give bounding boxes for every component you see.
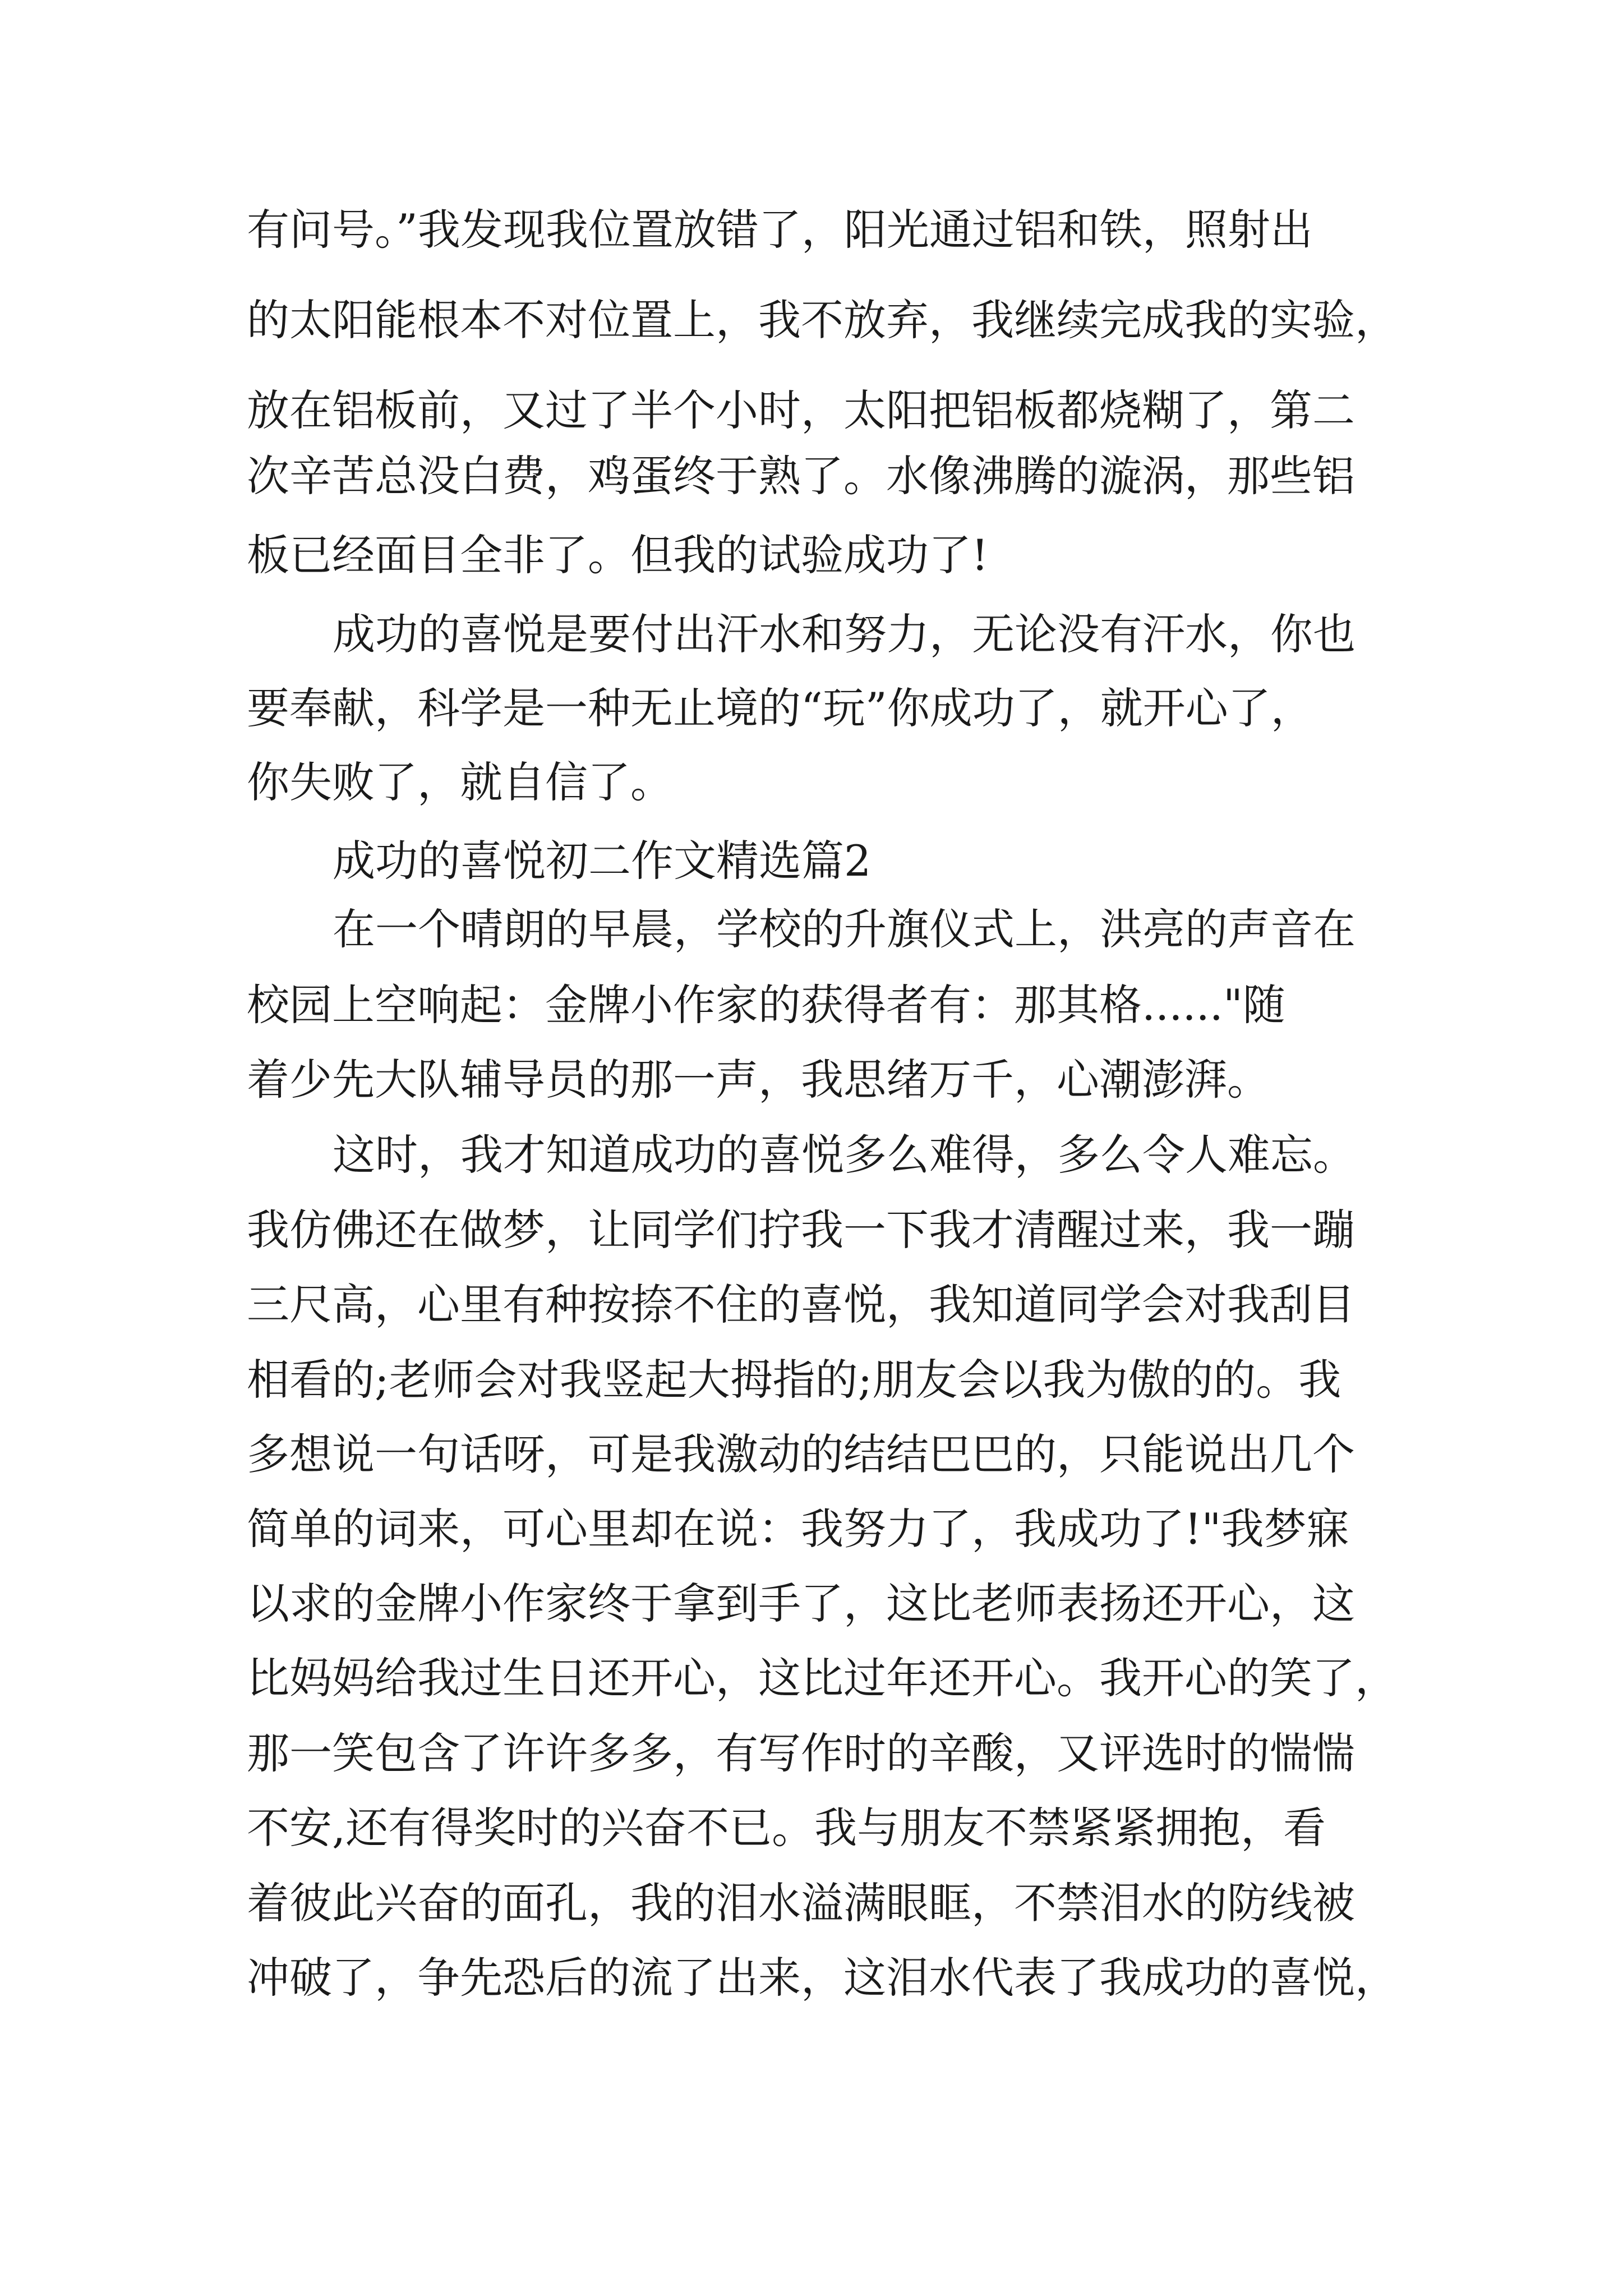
text-line: 冲破了，争先恐后的流了出来，这泪水代表了我成功的喜悦， [247, 1953, 1398, 2003]
text-line: 有问号。”我发现我位置放错了，阳光通过铝和铁，照射出 [247, 205, 1313, 255]
text-line: 板已经面目全非了。但我的试验成功了! [247, 530, 989, 580]
text-line: 比妈妈给我过生日还开心，这比过年还开心。我开心的笑了， [247, 1653, 1398, 1703]
text-line: 多想说一句话呀，可是我激动的结结巴巴的，只能说出几个 [247, 1429, 1355, 1479]
text-line: 的太阳能根本不对位置上，我不放弃，我继续完成我的实验， [247, 295, 1398, 345]
section-heading: 成功的喜悦初二作文精选篇2 [333, 836, 872, 886]
text-line: 次辛苦总没白费，鸡蛋终于熟了。水像沸腾的漩涡，那些铝 [247, 451, 1355, 501]
text-line: 我仿佛还在做梦，让同学们拧我一下我才清醒过来，我一蹦 [247, 1205, 1355, 1255]
text-line: 校园上空响起：金牌小作家的获得者有：那其格......"随 [247, 980, 1285, 1030]
text-line: 着少先大队辅导员的那一声，我思绪万千，心潮澎湃。 [247, 1055, 1270, 1105]
text-line: 成功的喜悦是要付出汗水和努力，无论没有汗水，你也 [333, 609, 1355, 659]
text-line: 要奉献，科学是一种无止境的“玩”你成功了，就开心了， [247, 683, 1313, 733]
text-line: 你失败了，就自信了。 [247, 757, 673, 807]
text-line: 放在铝板前，又过了半个小时，太阳把铝板都烧糊了，第二 [247, 385, 1355, 435]
text-line: 相看的;老师会对我竖起大拇指的;朋友会以我为傲的的。我 [247, 1355, 1341, 1405]
text-line: 简单的词来，可心里却在说：我努力了，我成功了!"我梦寐 [247, 1504, 1349, 1554]
text-line: 以求的金牌小作家终于拿到手了，这比老师表扬还开心，这 [247, 1579, 1355, 1628]
text-line: 那一笑包含了许许多多，有写作时的辛酸，又评选时的惴惴 [247, 1728, 1355, 1778]
text-line: 这时，我才知道成功的喜悦多么难得，多么令人难忘。 [333, 1130, 1355, 1180]
text-line: 不安,还有得奖时的兴奋不已。我与朋友不禁紧紧拥抱，看 [247, 1803, 1326, 1853]
text-line: 着彼此兴奋的面孔，我的泪水溢满眼眶，不禁泪水的防线被 [247, 1878, 1355, 1928]
text-line: 三尺高，心里有种按捺不住的喜悦，我知道同学会对我刮目 [247, 1280, 1355, 1329]
text-line: 在一个晴朗的早晨，学校的升旗仪式上，洪亮的声音在 [333, 904, 1355, 954]
